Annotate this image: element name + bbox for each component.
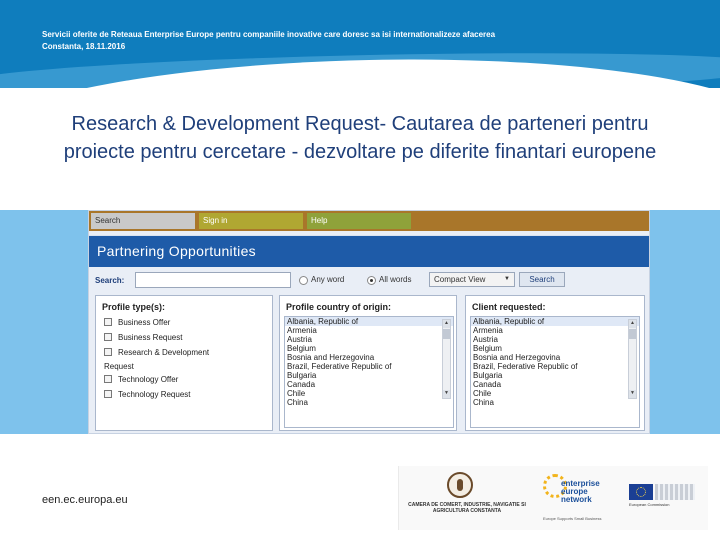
list-item[interactable]: Belgium	[287, 344, 316, 353]
list-item[interactable]: Bulgaria	[473, 371, 503, 380]
listbox-scrollbar[interactable]	[628, 319, 637, 399]
checkbox-label: Technology Offer	[118, 375, 179, 384]
nav-tab-help[interactable]: Help	[307, 213, 411, 229]
nav-tab-search[interactable]: Search	[91, 213, 195, 229]
chevron-down-icon: ▼	[504, 276, 510, 282]
scroll-up-icon[interactable]: ▲	[630, 320, 635, 326]
banner-title: Partnering Opportunities	[97, 243, 256, 259]
top-nav	[89, 211, 650, 231]
radio-any-word[interactable]	[299, 276, 308, 285]
side-panel-left	[0, 210, 88, 434]
side-panel-right	[650, 210, 720, 434]
list-item[interactable]: Canada	[287, 380, 316, 389]
radio-any-word-label: Any word	[311, 275, 345, 284]
view-select[interactable]	[429, 272, 515, 287]
client-requested-title: Client requested:	[472, 302, 546, 312]
scroll-down-icon[interactable]: ▼	[630, 390, 635, 396]
ec-logo	[629, 480, 699, 520]
scroll-thumb[interactable]	[443, 329, 450, 339]
search-label: Search:	[95, 276, 125, 285]
radio-all-words[interactable]	[367, 276, 376, 285]
checkbox-research-development[interactable]	[104, 348, 209, 360]
checkbox-icon	[104, 390, 112, 398]
list-item[interactable]: Belgium	[473, 344, 502, 353]
checkbox-technology-offer[interactable]	[104, 375, 178, 387]
list-item[interactable]: Austria	[473, 335, 498, 344]
list-item[interactable]: Chile	[287, 389, 306, 398]
view-select-value: Compact View	[434, 275, 486, 284]
ec-building-icon	[655, 484, 695, 500]
list-item[interactable]: Armenia	[287, 326, 317, 335]
list-item[interactable]: China	[287, 398, 308, 407]
ec-logo-text: European Commission	[629, 502, 670, 507]
list-item[interactable]: Bulgaria	[287, 371, 317, 380]
profile-type-panel	[95, 295, 273, 431]
list-item[interactable]: Bosnia and Herzegovina	[287, 353, 375, 362]
nav-tab-signin[interactable]: Sign in	[199, 213, 303, 229]
search-button[interactable]: Search	[519, 272, 565, 287]
listbox-scrollbar[interactable]	[442, 319, 451, 399]
list-item[interactable]: Brazil, Federative Republic of	[473, 362, 578, 371]
country-origin-title: Profile country of origin:	[286, 302, 391, 312]
list-item[interactable]: Chile	[473, 389, 492, 398]
ccina-logo-text: CAMERA DE COMERT, INDUSTRIE, NAVIGATIE SI AGRICULTURA CONSTANTA	[408, 502, 526, 514]
ccina-logo	[407, 472, 526, 528]
checkbox-business-offer[interactable]	[104, 318, 170, 330]
checkbox-label: Technology Request	[118, 390, 191, 399]
label-request: Request	[104, 362, 134, 371]
radio-all-words-label: All words	[379, 275, 412, 284]
een-logo	[543, 468, 613, 528]
checkbox-label: Business Offer	[118, 318, 171, 327]
checkbox-label: Research & Development	[118, 348, 210, 357]
checkbox-business-request[interactable]	[104, 333, 182, 345]
slide-title: Research & Development Request- Cautarea de parteneri pentru proiecte pentru cercetare - dezvoltare pe diferite finantari europene	[63, 113, 657, 163]
list-item[interactable]: Bosnia and Herzegovina	[473, 353, 561, 362]
scroll-up-icon[interactable]: ▲	[444, 320, 449, 326]
page-banner	[89, 235, 650, 267]
checkbox-icon	[104, 333, 112, 341]
scroll-thumb[interactable]	[629, 329, 636, 339]
list-item[interactable]: Albania, Republic of	[285, 317, 453, 326]
search-bar	[89, 269, 650, 293]
list-item[interactable]: Albania, Republic of	[471, 317, 639, 326]
checkbox-icon	[104, 375, 112, 383]
country-origin-listbox[interactable]	[284, 316, 454, 428]
header-date: Constanta, 18.11.2016	[42, 42, 126, 51]
country-origin-panel	[279, 295, 457, 431]
checkbox-icon	[104, 348, 112, 356]
een-tagline: Europe Supports Small Business	[543, 516, 602, 521]
profile-type-title: Profile type(s):	[102, 302, 166, 312]
embedded-screenshot	[88, 210, 650, 434]
checkbox-label: Business Request	[118, 333, 183, 342]
ccina-emblem-icon	[447, 472, 473, 498]
list-item[interactable]: Brazil, Federative Republic of	[287, 362, 392, 371]
eu-flag-icon	[629, 484, 653, 500]
list-item[interactable]: Canada	[473, 380, 502, 389]
search-input[interactable]	[135, 272, 291, 288]
list-item[interactable]: China	[473, 398, 494, 407]
checkbox-technology-request[interactable]	[104, 390, 191, 402]
header-band	[0, 0, 720, 88]
checkbox-icon	[104, 318, 112, 326]
footer-url: een.ec.europa.eu	[42, 494, 128, 506]
header-subtitle: Servicii oferite de Reteaua Enterprise Europe pentru companiile inovative care doresc sa isi internationalizeze afacerea	[42, 30, 496, 39]
scroll-down-icon[interactable]: ▼	[444, 390, 449, 396]
partner-logos	[398, 466, 708, 530]
client-requested-listbox[interactable]	[470, 316, 640, 428]
een-logo-text: enterprise europe network	[561, 479, 600, 504]
list-item[interactable]: Austria	[287, 335, 312, 344]
client-requested-panel	[465, 295, 645, 431]
list-item[interactable]: Armenia	[473, 326, 503, 335]
